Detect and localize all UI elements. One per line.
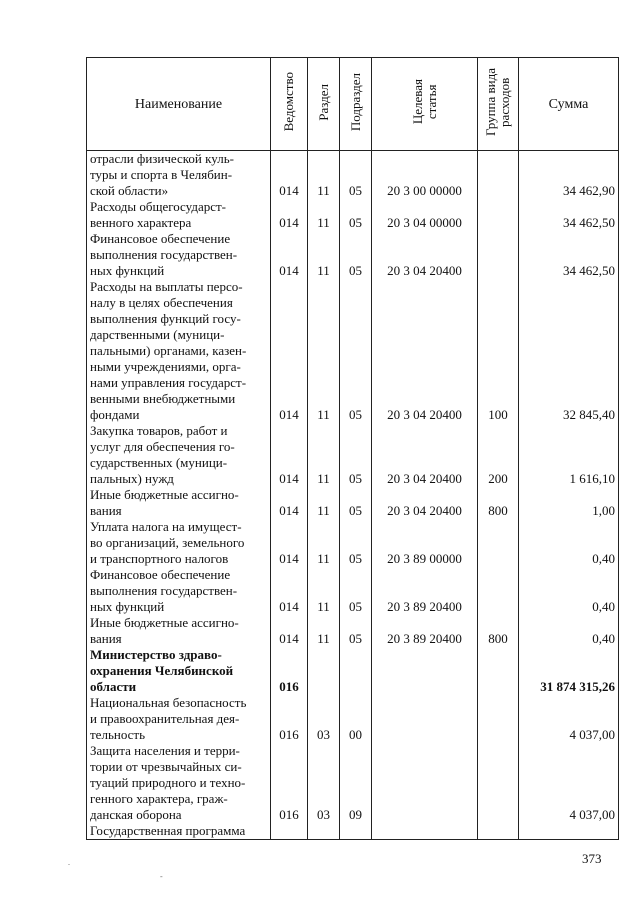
cell-vedomstvo: 014 <box>271 279 308 423</box>
cell-group <box>478 743 519 823</box>
cell-sum: 0,40 <box>519 519 619 567</box>
header-sum: Сумма <box>519 58 619 151</box>
cell-article <box>372 743 478 823</box>
cell-group <box>478 231 519 279</box>
cell-vedomstvo: 014 <box>271 423 308 487</box>
cell-vedomstvo <box>271 823 308 840</box>
cell-article: 20 3 04 20400 <box>372 231 478 279</box>
cell-group: 800 <box>478 615 519 647</box>
table-row <box>87 199 619 231</box>
cell-razdel: 11 <box>308 423 340 487</box>
header-razdel: Раздел <box>308 58 340 151</box>
cell-podrazdel: 05 <box>340 567 372 615</box>
cell-article: 20 3 00 00000 <box>372 151 478 200</box>
cell-name: Министерство здраво- охранения Челябинской области <box>87 647 271 695</box>
cell-razdel: 03 <box>308 695 340 743</box>
cell-article <box>372 647 478 695</box>
table-row <box>87 823 619 840</box>
cell-razdel <box>308 647 340 695</box>
cell-razdel: 11 <box>308 151 340 200</box>
table-row <box>87 647 619 695</box>
table-row <box>87 487 619 519</box>
cell-article: 20 3 04 20400 <box>372 423 478 487</box>
cell-article: 20 3 89 00000 <box>372 519 478 567</box>
cell-podrazdel: 05 <box>340 199 372 231</box>
header-row <box>87 58 619 151</box>
cell-sum: 32 845,40 <box>519 279 619 423</box>
cell-sum: 1 616,10 <box>519 423 619 487</box>
cell-sum: 4 037,00 <box>519 695 619 743</box>
cell-vedomstvo: 014 <box>271 487 308 519</box>
cell-razdel: 03 <box>308 743 340 823</box>
cell-razdel: 11 <box>308 615 340 647</box>
table-row <box>87 231 619 279</box>
cell-name: Иные бюджетные ассигно- вания <box>87 487 271 519</box>
cell-group <box>478 567 519 615</box>
cell-sum: 1,00 <box>519 487 619 519</box>
page-number: 373 <box>582 851 602 866</box>
scan-speck: . <box>68 858 70 867</box>
cell-vedomstvo: 014 <box>271 231 308 279</box>
cell-vedomstvo: 014 <box>271 199 308 231</box>
cell-name: Государственная программа <box>87 823 271 840</box>
cell-vedomstvo: 014 <box>271 519 308 567</box>
table-row <box>87 279 619 423</box>
cell-group <box>478 695 519 743</box>
header-article: Целевая статья <box>372 58 478 151</box>
cell-podrazdel: 05 <box>340 615 372 647</box>
cell-vedomstvo: 016 <box>271 647 308 695</box>
cell-vedomstvo: 014 <box>271 151 308 200</box>
cell-article: 20 3 04 20400 <box>372 279 478 423</box>
cell-name: Иные бюджетные ассигно- вания <box>87 615 271 647</box>
cell-sum: 0,40 <box>519 615 619 647</box>
cell-name: Расходы на выплаты персо- налу в целях обеспечения выполнения функций госу- дарственными (муници- пальными) органами, казен- ными учреждениями, орга- нами управления государст- венными внебюджетными фондами <box>87 279 271 423</box>
cell-group <box>478 151 519 200</box>
table-row <box>87 695 619 743</box>
cell-razdel: 11 <box>308 199 340 231</box>
table-row <box>87 519 619 567</box>
table-row <box>87 743 619 823</box>
cell-podrazdel: 05 <box>340 151 372 200</box>
cell-razdel: 11 <box>308 231 340 279</box>
cell-article: 20 3 04 00000 <box>372 199 478 231</box>
cell-razdel: 11 <box>308 279 340 423</box>
cell-name: Расходы общегосударст- венного характера <box>87 199 271 231</box>
cell-sum: 34 462,90 <box>519 151 619 200</box>
cell-vedomstvo: 016 <box>271 743 308 823</box>
table-row <box>87 615 619 647</box>
cell-razdel <box>308 823 340 840</box>
cell-podrazdel: 05 <box>340 279 372 423</box>
cell-name: Национальная безопасность и правоохранительная дея- тельность <box>87 695 271 743</box>
cell-podrazdel: 05 <box>340 231 372 279</box>
cell-name: Уплата налога на имущест- во организаций, земельного и транспортного налогов <box>87 519 271 567</box>
budget-table <box>86 57 619 840</box>
cell-sum: 4 037,00 <box>519 743 619 823</box>
cell-sum: 34 462,50 <box>519 199 619 231</box>
cell-podrazdel: 05 <box>340 423 372 487</box>
cell-razdel: 11 <box>308 487 340 519</box>
cell-article: 20 3 89 20400 <box>372 567 478 615</box>
cell-group <box>478 199 519 231</box>
cell-group <box>478 519 519 567</box>
cell-vedomstvo: 016 <box>271 695 308 743</box>
cell-podrazdel: 09 <box>340 743 372 823</box>
cell-podrazdel: 05 <box>340 519 372 567</box>
cell-name: Финансовое обеспечение выполнения государствен- ных функций <box>87 567 271 615</box>
cell-podrazdel: 05 <box>340 487 372 519</box>
table-row <box>87 423 619 487</box>
cell-name: Защита населения и терри- тории от чрезвычайных си- туаций природного и техно- генного характера, граж- данская оборона <box>87 743 271 823</box>
cell-name: отрасли физической куль- туры и спорта в Челябин- ской области» <box>87 151 271 200</box>
header-vedomstvo: Ведомство <box>271 58 308 151</box>
cell-group <box>478 647 519 695</box>
cell-podrazdel: 00 <box>340 695 372 743</box>
cell-name: Финансовое обеспечение выполнения государствен- ных функций <box>87 231 271 279</box>
header-name: Наименование <box>87 58 271 151</box>
scan-speck: - <box>160 872 163 881</box>
cell-podrazdel <box>340 823 372 840</box>
cell-vedomstvo: 014 <box>271 567 308 615</box>
header-podrazdel: Подраздел <box>340 58 372 151</box>
cell-razdel: 11 <box>308 519 340 567</box>
cell-sum: 34 462,50 <box>519 231 619 279</box>
cell-article <box>372 823 478 840</box>
cell-article <box>372 695 478 743</box>
cell-article: 20 3 89 20400 <box>372 615 478 647</box>
cell-sum: 31 874 315,26 <box>519 647 619 695</box>
cell-podrazdel <box>340 647 372 695</box>
cell-razdel: 11 <box>308 567 340 615</box>
cell-group: 100 <box>478 279 519 423</box>
cell-sum <box>519 823 619 840</box>
cell-sum: 0,40 <box>519 567 619 615</box>
cell-article: 20 3 04 20400 <box>372 487 478 519</box>
table-row <box>87 151 619 200</box>
cell-name: Закупка товаров, работ и услуг для обеспечения го- сударственных (муници- пальных) нужд <box>87 423 271 487</box>
cell-vedomstvo: 014 <box>271 615 308 647</box>
cell-group: 800 <box>478 487 519 519</box>
cell-group: 200 <box>478 423 519 487</box>
cell-group <box>478 823 519 840</box>
header-group: Группа вида расходов <box>478 58 519 151</box>
table-row <box>87 567 619 615</box>
